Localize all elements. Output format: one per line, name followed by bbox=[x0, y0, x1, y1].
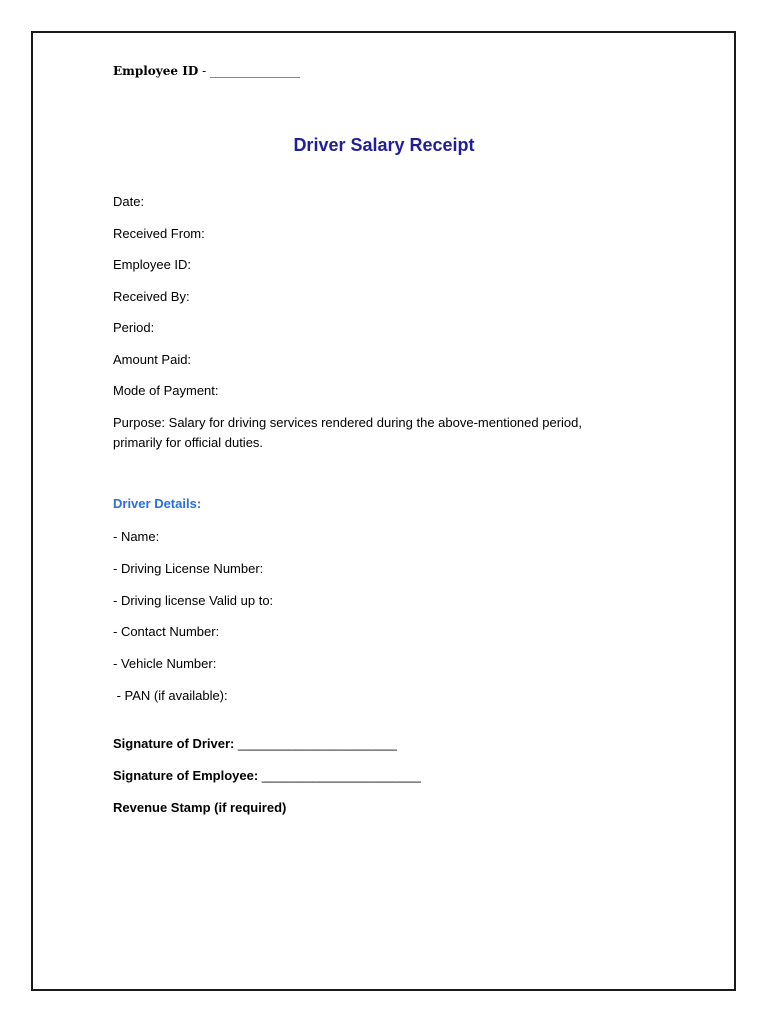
employee-id-header-separator: - bbox=[198, 64, 210, 78]
driver-vehicle-number-field: - Vehicle Number: bbox=[113, 656, 217, 671]
signature-of-driver-line: ______________________ bbox=[234, 736, 398, 751]
employee-id-header bbox=[113, 64, 300, 78]
employee-id-header-label: Employee ID bbox=[113, 64, 199, 78]
field-received-from: Received From: bbox=[113, 226, 205, 241]
field-employee-id: Employee ID: bbox=[113, 257, 192, 272]
field-amount-paid: Amount Paid: bbox=[113, 352, 192, 367]
signature-of-driver-label: Signature of Driver: bbox=[113, 736, 235, 751]
field-received-by: Received By: bbox=[113, 289, 190, 304]
employee-id-header-blank: _______________ bbox=[209, 64, 300, 78]
signature-of-employee-line: ______________________ bbox=[258, 768, 421, 783]
field-date: Date: bbox=[113, 194, 145, 209]
signature-of-employee bbox=[113, 768, 421, 783]
purpose-text: Purpose: Salary for driving services rendered during the above-mentioned period, primarily for official duties. bbox=[113, 415, 582, 450]
driver-contact-number-field: - Contact Number: bbox=[113, 624, 220, 639]
driver-details-heading: Driver Details: bbox=[113, 496, 202, 511]
field-period: Period: bbox=[113, 320, 155, 335]
field-mode-of-payment: Mode of Payment: bbox=[113, 383, 219, 398]
driver-name-field: - Name: bbox=[113, 529, 160, 544]
driver-license-validity-field: - Driving license Valid up to: bbox=[113, 593, 274, 608]
driver-license-number-field: - Driving License Number: bbox=[113, 561, 264, 576]
revenue-stamp-note: Revenue Stamp (if required) bbox=[113, 800, 287, 815]
page-border bbox=[31, 31, 736, 991]
document-title: Driver Salary Receipt bbox=[293, 135, 475, 155]
signature-of-driver bbox=[113, 736, 397, 751]
signature-of-employee-label: Signature of Employee: bbox=[113, 768, 259, 783]
driver-pan-field: - PAN (if available): bbox=[113, 688, 228, 703]
